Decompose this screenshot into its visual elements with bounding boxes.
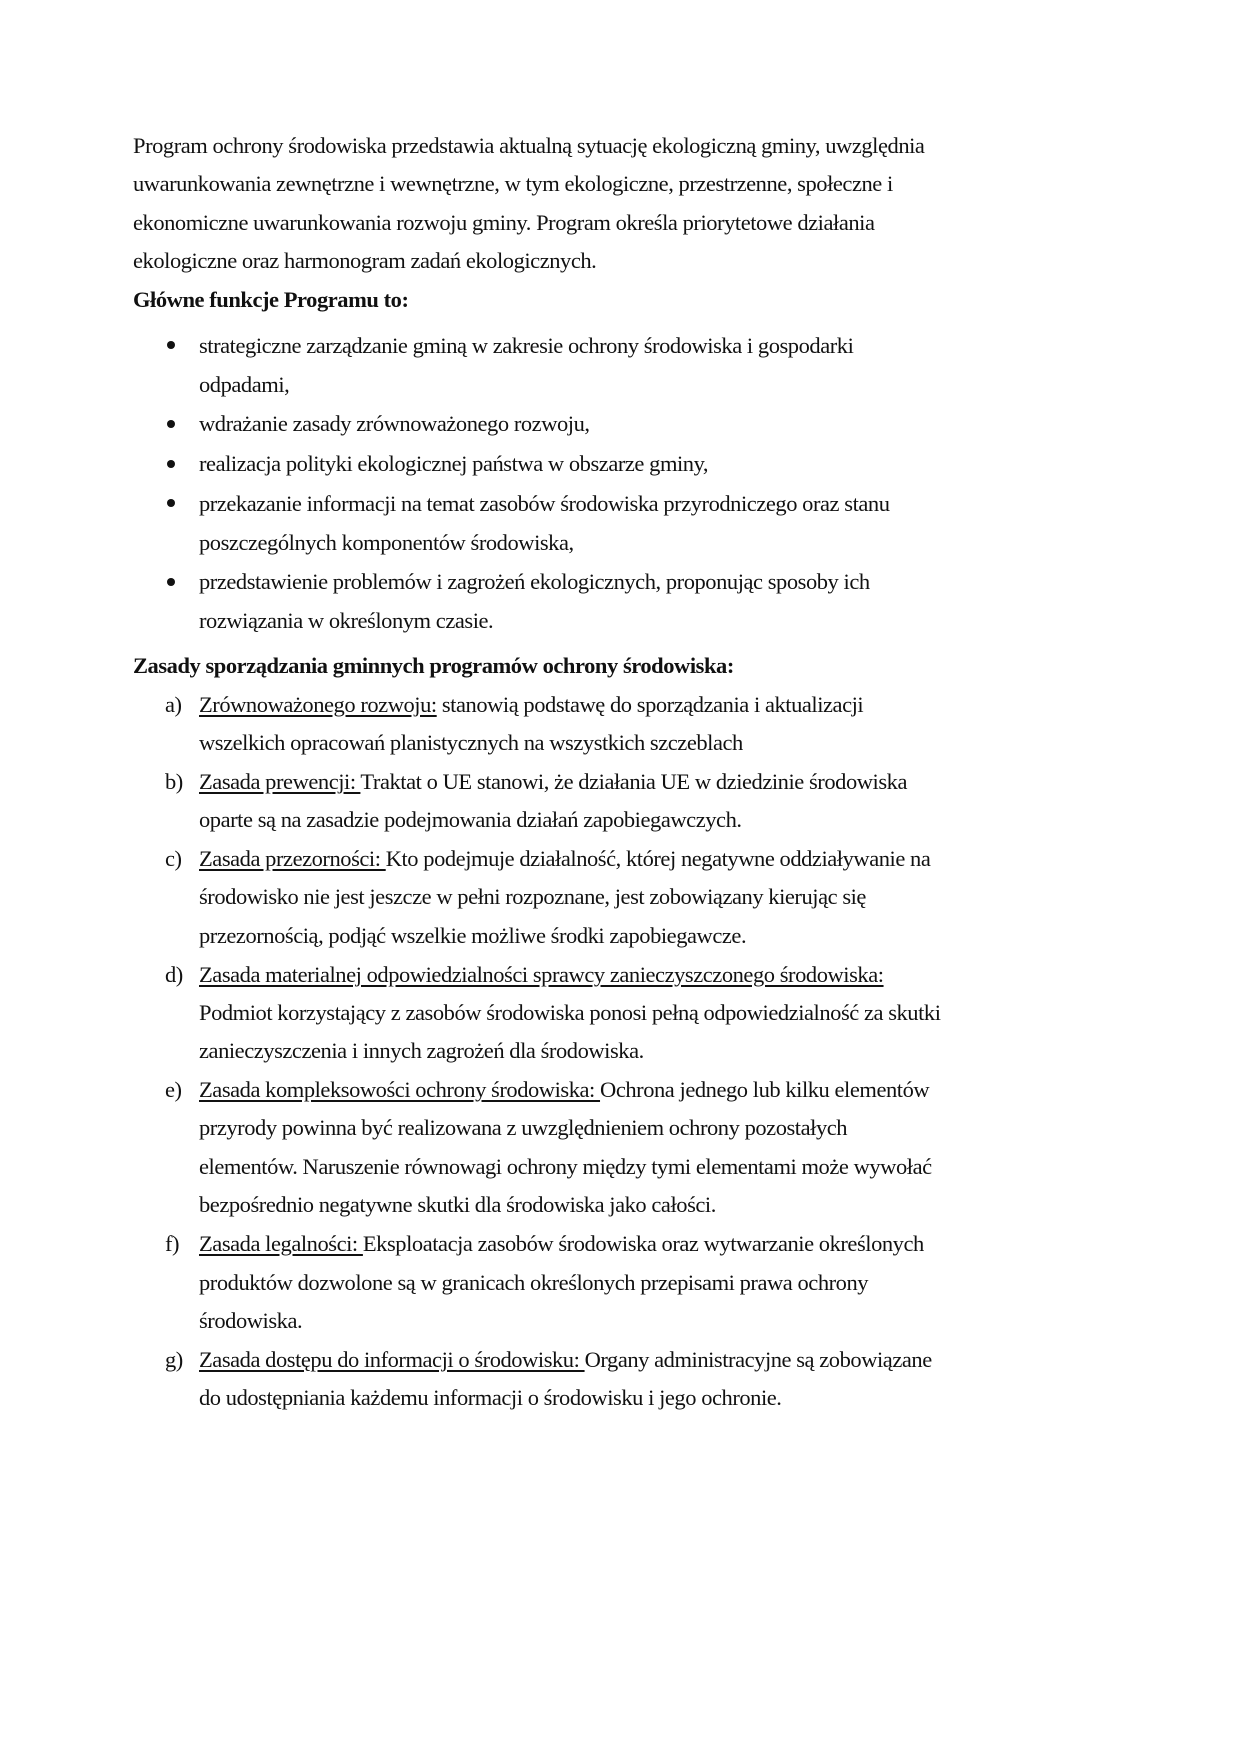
bullet-icon [167,499,175,507]
principle-text: Organy administracyjne są zobowiązane [584,1347,932,1372]
intro-line: Program ochrony środowiska przedstawia aktualną sytuację ekologiczną gminy, uwzględnia [133,133,925,158]
principle-first-line [199,960,884,990]
list-marker: g) [165,1347,183,1372]
principle-first-line [199,690,863,720]
principle-line: elementów. Naruszenie równowagi ochrony między tymi elementami może wywołać [199,1154,932,1179]
principle-line: zanieczyszczenia i innych zagrożeń dla środowiska. [199,1038,644,1063]
principle-text: Traktat o UE stanowi, że działania UE w dziedzinie środowiska [360,769,907,794]
list-item-line: strategiczne zarządzanie gminą w zakresie ochrony środowiska i gospodarki [199,333,854,358]
bullet-icon [167,420,175,428]
principle-line: środowisko nie jest jeszcze w pełni rozpoznane, jest zobowiązany kierując się [199,884,866,909]
list-marker: f) [165,1231,180,1256]
principle-first-line [199,844,930,874]
functions-heading: Główne funkcje Programu to: [133,287,409,312]
principle-title: Zasada materialnej odpowiedzialności sprawcy zanieczyszczonego środowiska: [199,962,884,987]
principle-line: Podmiot korzystający z zasobów środowiska ponosi pełną odpowiedzialność za skutki [199,1000,941,1025]
principle-line: przezornością, podjąć wszelkie możliwe środki zapobiegawcze. [199,923,747,948]
list-item-line: poszczególnych komponentów środowiska, [199,530,574,555]
principle-line: przyrody powinna być realizowana z uwzględnieniem ochrony pozostałych [199,1115,848,1140]
principle-text: Eksploatacja zasobów środowiska oraz wytwarzanie określonych [362,1231,924,1256]
intro-line: uwarunkowania zewnętrzne i wewnętrzne, w tym ekologiczne, przestrzenne, społeczne i [133,171,893,196]
list-marker: e) [165,1077,182,1102]
principle-first-line [199,1345,932,1375]
list-marker: b) [165,769,183,794]
principle-line: środowiska. [199,1308,303,1333]
list-item-line: odpadami, [199,372,290,397]
list-marker: a) [165,692,182,717]
principle-title: Zasada przezorności: [199,846,386,871]
principle-title: Zasada legalności: [199,1231,363,1256]
list-item-line: realizacja polityki ekologicznej państwa w obszarze gminy, [199,451,709,476]
bullet-icon [167,460,175,468]
principle-title: Zasada dostępu do informacji o środowisku: [199,1347,585,1372]
bullet-icon [167,578,175,586]
principle-title: Zrównoważonego rozwoju: [199,692,437,717]
principle-first-line [199,767,907,797]
list-marker: d) [165,962,183,987]
principle-line: bezpośrednio negatywne skutki dla środowiska jako całości. [199,1192,716,1217]
principle-text: stanowią podstawę do sporządzania i aktualizacji [436,692,864,717]
principle-first-line [199,1075,929,1105]
principles-heading: Zasady sporządzania gminnych programów ochrony środowiska: [133,653,734,678]
list-item-line: przedstawienie problemów i zagrożeń ekologicznych, proponując sposoby ich [199,569,870,594]
list-item-line: przekazanie informacji na temat zasobów środowiska przyrodniczego oraz stanu [199,491,890,516]
principle-text: Kto podejmuje działalność, której negatywne oddziaływanie na [385,846,931,871]
intro-line: ekologiczne oraz harmonogram zadań ekologicznych. [133,248,597,273]
principle-line: oparte są na zasadzie podejmowania działań zapobiegawczych. [199,807,742,832]
bullet-icon [167,341,175,349]
list-marker: c) [165,846,182,871]
principle-line: do udostępniania każdemu informacji o środowisku i jego ochronie. [199,1385,782,1410]
principle-first-line [199,1229,924,1259]
principle-line: wszelkich opracowań planistycznych na wszystkich szczeblach [199,730,743,755]
principle-text: Ochrona jednego lub kilku elementów [600,1077,930,1102]
principle-title: Zasada prewencji: [199,769,361,794]
list-item-line: wdrażanie zasady zrównoważonego rozwoju, [199,411,590,436]
principle-line: produktów dozwolone są w granicach określonych przepisami prawa ochrony [199,1270,869,1295]
intro-line: ekonomiczne uwarunkowania rozwoju gminy. Program określa priorytetowe działania [133,210,875,235]
list-item-line: rozwiązania w określonym czasie. [199,608,494,633]
principle-title: Zasada kompleksowości ochrony środowiska: [199,1077,601,1102]
